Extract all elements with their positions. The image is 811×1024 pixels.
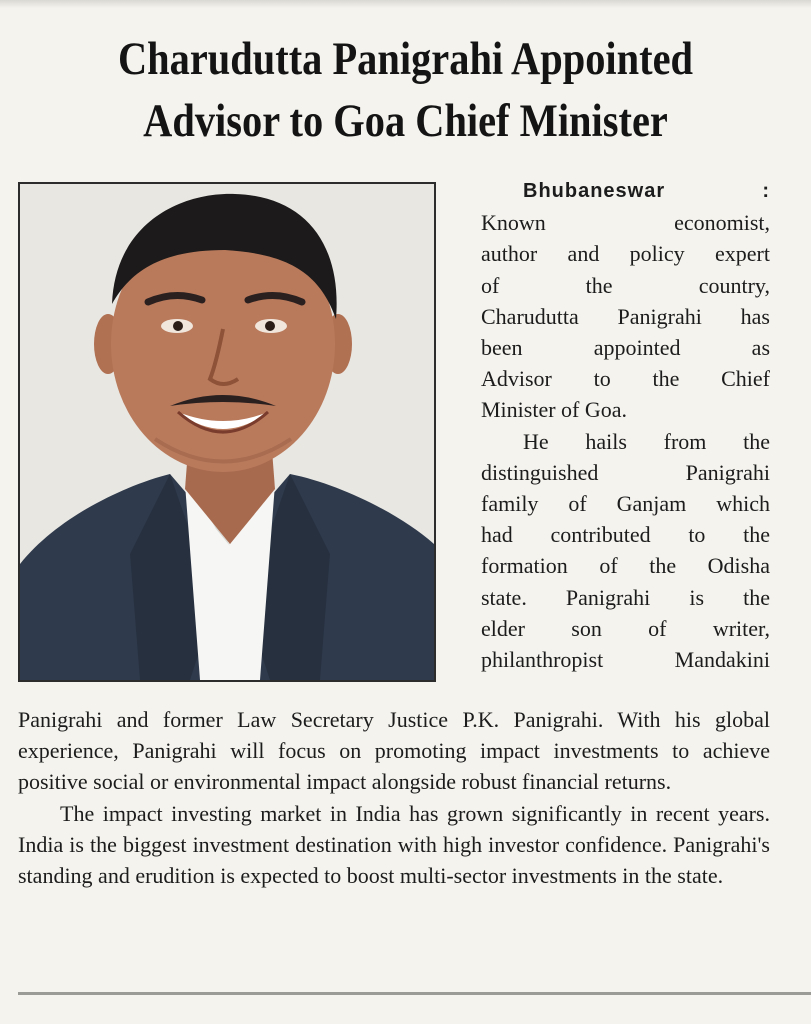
- article-column-lower: [18, 704, 770, 891]
- headline-line-2: Advisor to Goa Chief Minister: [143, 95, 668, 147]
- body-line: He hails from the: [523, 428, 770, 454]
- body-line: family of Ganjam which: [481, 491, 770, 517]
- headline: [57, 28, 754, 152]
- body-line: formation of the Odisha: [481, 553, 770, 579]
- body-line: had contributed to the: [481, 522, 770, 548]
- body-line: of the country,: [481, 272, 770, 298]
- body-line: Charudutta Panigrahi has: [481, 303, 770, 329]
- body-line: philanthropist Mandakini: [481, 647, 770, 673]
- body-line: Advisor to the Chief: [481, 366, 770, 392]
- body-line: elder son of writer,: [481, 615, 770, 641]
- page-top-edge: [0, 0, 811, 8]
- body-line: author and policy expert: [481, 241, 770, 267]
- body-line: Known economist,: [481, 210, 770, 236]
- headline-line-1: Charudutta Panigrahi Appointed: [117, 33, 693, 85]
- paragraph-continued: Panigrahi and former Law Secretary Justice P.K. Panigrahi. With his global experience, Panigrahi will focus on promoting impact investments to achieve positive social or environmental impact alongside robust financial returns.: [18, 707, 770, 795]
- body-line: Minister of Goa.: [481, 397, 628, 423]
- portrait-photo: [18, 182, 436, 682]
- article-column-upper: [481, 174, 770, 675]
- bottom-rule: [18, 992, 811, 995]
- body-line: state. Panigrahi is the: [481, 584, 770, 610]
- paragraph: The impact investing market in India has grown significantly in recent years. India is the biggest investment destination with high investor confidence. Panigrahi's standing and erudition is expected to boost multi-sector investments in the state.: [18, 800, 770, 889]
- dateline: Bhubaneswar :: [523, 180, 770, 202]
- body-line: been appointed as: [481, 335, 770, 361]
- body-line: distinguished Panigrahi: [481, 459, 770, 485]
